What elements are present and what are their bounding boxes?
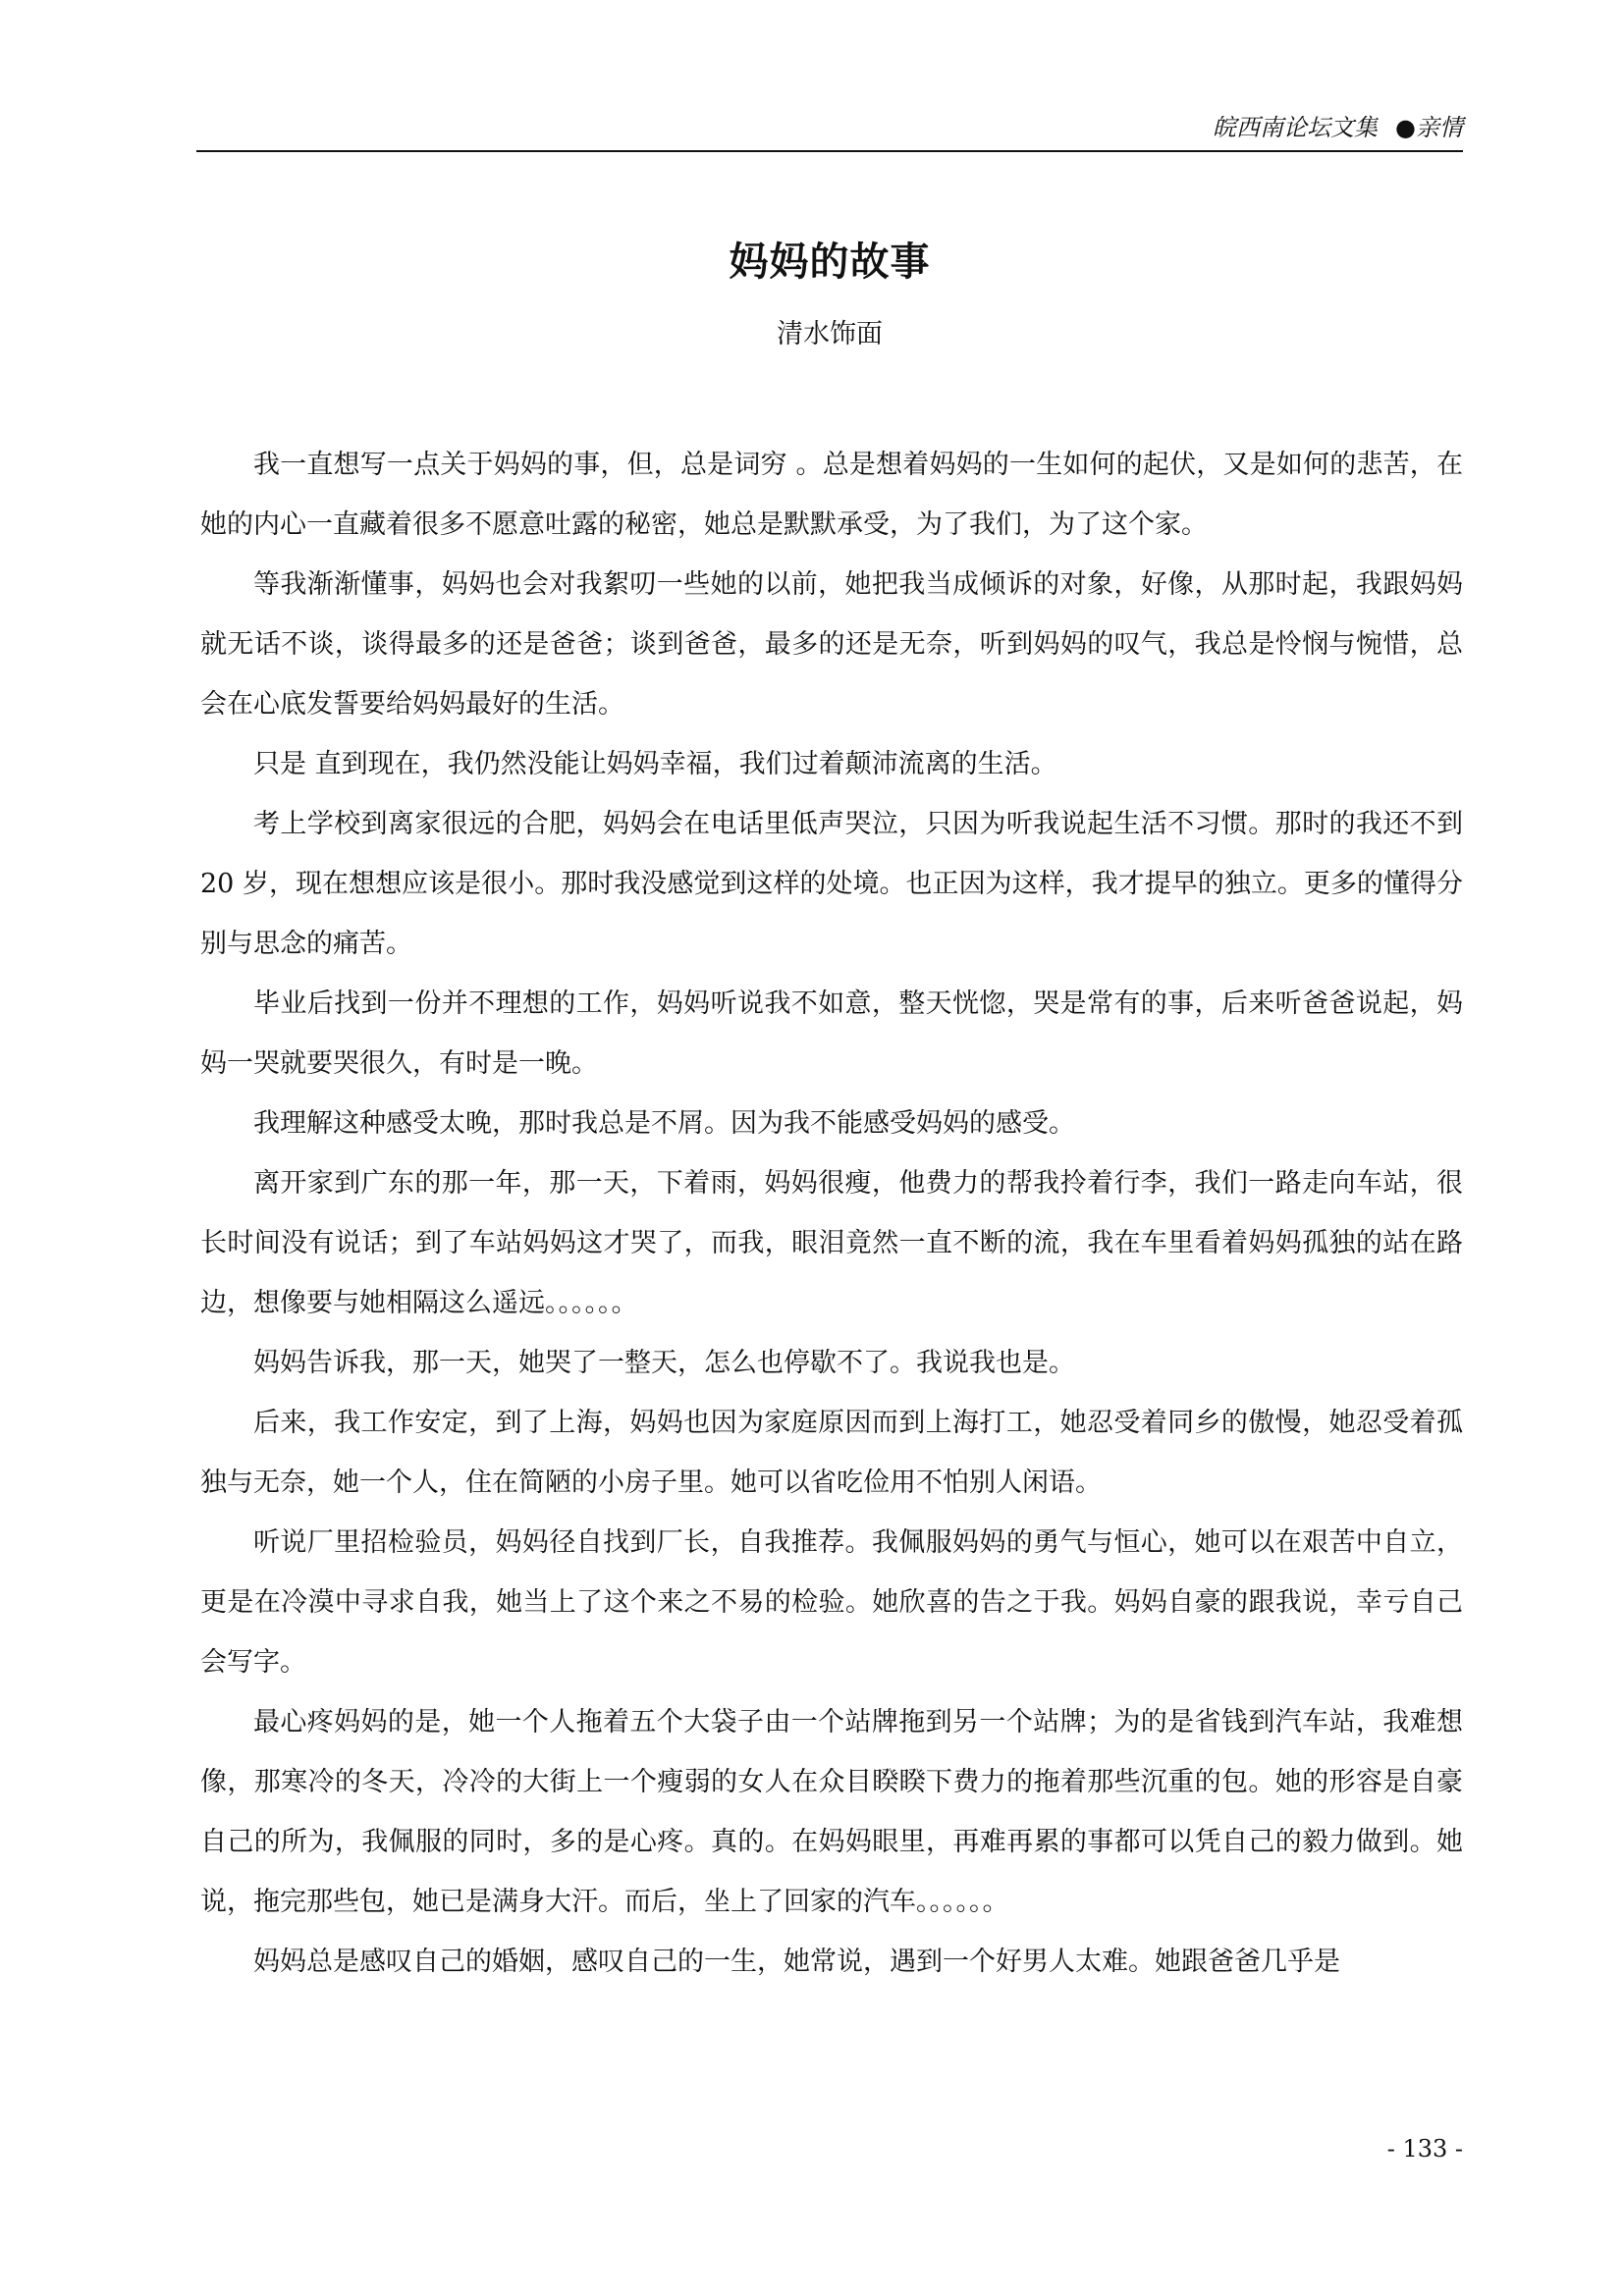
article-author: 清水饰面 — [777, 319, 883, 349]
paragraph-7: 离开家到广东的那一年，那一天，下着雨，妈妈很瘦，他费力的帮我拎着行李，我们一路走向车站，很长时间没有说话；到了车站妈妈这才哭了，而我，眼泪竟然一直不断的流，我在车里看着妈妈孤独的站在路边，想像要与她相隔这么遥远。。。。。。 — [200, 1168, 1463, 1318]
paragraph-4: 考上学校到离家很远的合肥，妈妈会在电话里低声哭泣，只因为听我说起生活不习惯。那时的我还不到 20 岁，现在想想应该是很小。那时我没感觉到这样的处境。也正因为这样，我才提早的独立。更多的懂得分别与思念的痛苦。 — [200, 809, 1463, 959]
paragraph-10: 听说厂里招检验员，妈妈径自找到厂长，自我推荐。我佩服妈妈的勇气与恒心，她可以在艰苦中自立，更是在冷漠中寻求自我，她当上了这个来之不易的检验。她欣喜的告之于我。妈妈自豪的跟我说，幸亏自己会写字。 — [200, 1527, 1463, 1678]
paragraph-8: 妈妈告诉我，那一天，她哭了一整天，怎么也停歇不了。我说我也是。 — [253, 1348, 1075, 1378]
header-divider — [196, 150, 1463, 152]
running-header — [196, 108, 1463, 147]
page-number: - 133 - — [1386, 2135, 1463, 2163]
paragraph-2: 等我渐渐懂事，妈妈也会对我絮叨一些她的以前，她把我当成倾诉的对象，好像，从那时起，我跟妈妈就无话不谈，谈得最多的还是爸爸；谈到爸爸，最多的还是无奈，听到妈妈的叹气，我总是怜悯与惋惜，总会在心底发誓要给妈妈最好的生活。 — [200, 569, 1463, 720]
paragraph-9: 后来，我工作安定，到了上海，妈妈也因为家庭原因而到上海打工，她忍受着同乡的傲慢，她忍受着孤独与无奈，她一个人，住在简陋的小房子里。她可以省吃俭用不怕别人闲语。 — [200, 1408, 1463, 1498]
collection-title: 皖西南论坛文集 — [1213, 114, 1379, 141]
paragraph-11: 最心疼妈妈的是，她一个人拖着五个大袋子由一个站牌拖到另一个站牌；为的是省钱到汽车站，我难想像，那寒冷的冬天，冷冷的大街上一个瘦弱的女人在众目睽睽下费力的拖着那些沉重的包。她的形容是自豪自己的所为，我佩服的同时，多的是心疼。真的。在妈妈眼里，再难再累的事都可以凭自己的毅力做到。她说，拖完那些包，她已是满身大汗。而后，坐上了回家的汽车。。。。。。 — [200, 1707, 1463, 1917]
paragraph-3: 只是 直到现在，我仍然没能让妈妈幸福，我们过着颠沛流离的生活。 — [253, 749, 1057, 779]
article-title: 妈妈的故事 — [729, 240, 931, 285]
paragraph-12: 妈妈总是感叹自己的婚姻，感叹自己的一生，她常说，遇到一个好男人太难。她跟爸爸几乎是 — [253, 1947, 1340, 1977]
paragraph-5: 毕业后找到一份并不理想的工作，妈妈听说我不如意，整天恍惚，哭是常有的事，后来听爸爸说起，妈妈一哭就要哭很久，有时是一晚。 — [200, 988, 1463, 1079]
paragraph-1: 我一直想写一点关于妈妈的事，但，总是词穷 。总是想着妈妈的一生如何的起伏，又是如何的悲苦，在她的内心一直藏着很多不愿意吐露的秘密，她总是默默承受，为了我们，为了这个家。 — [200, 450, 1463, 540]
section-label: ●亲情 — [1395, 114, 1463, 141]
article-body — [200, 435, 1463, 1992]
paragraph-6: 我理解这种感受太晚，那时我总是不屑。因为我不能感受妈妈的感受。 — [253, 1108, 1075, 1139]
